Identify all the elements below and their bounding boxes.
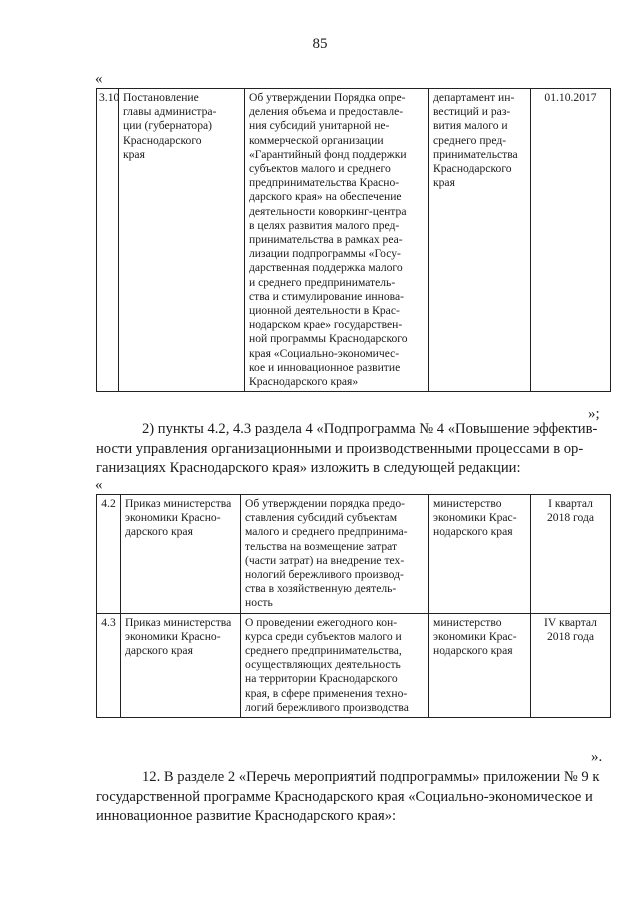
page-number: 85 <box>312 36 328 52</box>
document-subject: Об утверждении порядка предо- ставления субсидий субъектам малого и среднего предпринима- тельства на возмещение затрат (части затрат) на внедрение тех- нологий бережливого производ- ства в хозяйственную деятель- ность <box>241 495 429 614</box>
responsible-body: министерство экономики Крас- нодарского края <box>429 495 531 614</box>
table1-close-mark: »; <box>588 406 600 422</box>
deadline: IV квартал 2018 года <box>531 613 611 717</box>
deadline: I квартал 2018 года <box>531 495 611 614</box>
document-subject: Об утверждении Порядка опре- деления объема и предоставле- ния субсидий унитарной не- коммерческой организации «Гарантийный фонд поддержки субъектов малого и среднего предпринимательства Красно- дарского края» на обеспечение деятельности коворкинг-центра в целях развития малого пред- принимательства в рамках реа- лизации подпрограммы «Госу- дарственная поддержка малого и среднего предприниматель- ства и стимулирование иннова- ционной деятельности в Крас- нодарском крае» государствен- ной программы Краснодарского края «Социально-экономичес- кое и инновационное развитие Краснодарского края» <box>245 89 429 392</box>
table-row <box>97 89 611 392</box>
table2-close-mark: ». <box>591 749 603 765</box>
document-type: Приказ министерства экономики Красно- дарского края <box>121 613 241 717</box>
row-number: 4.3 <box>97 613 121 717</box>
document-type: Постановление главы администра- ции (губернатора) Краснодарского края <box>119 89 245 392</box>
table1 <box>96 88 611 392</box>
paragraph-2-items: 2) пункты 4.2, 4.3 раздела 4 «Подпрограмма № 4 «Повышение эффектив- ности управления организационными и производственными процессами в ор- ганизациях Краснодарского края» изложить в следующей редакции: <box>96 421 598 476</box>
deadline: 01.10.2017 <box>531 89 611 392</box>
table2 <box>96 494 611 718</box>
row-number: 3.10 <box>97 89 119 392</box>
row-number: 4.2 <box>97 495 121 614</box>
table-row <box>97 495 611 614</box>
document-type: Приказ министерства экономики Красно- дарского края <box>121 495 241 614</box>
paragraph-12: 12. В разделе 2 «Перечь мероприятий подпрограммы» приложении № 9 к государственной программе Краснодарского края «Социально-экономическое и инновационное развитие Краснодарского края»: <box>96 769 600 824</box>
table-row <box>97 613 611 717</box>
responsible-body: министерство экономики Крас- нодарского края <box>429 613 531 717</box>
document-subject: О проведении ежегодного кон- курса среди субъектов малого и среднего предпринимательства, осуществляющих деятельность на территории Краснодарского края, в сфере применения техно- логий бережливого производства <box>241 613 429 717</box>
responsible-body: департамент ин- вестиций и раз- вития малого и среднего пред- принимательства Краснодарского края <box>429 89 531 392</box>
table2-open-quote: « <box>95 477 103 493</box>
table1-open-quote: « <box>95 71 103 87</box>
